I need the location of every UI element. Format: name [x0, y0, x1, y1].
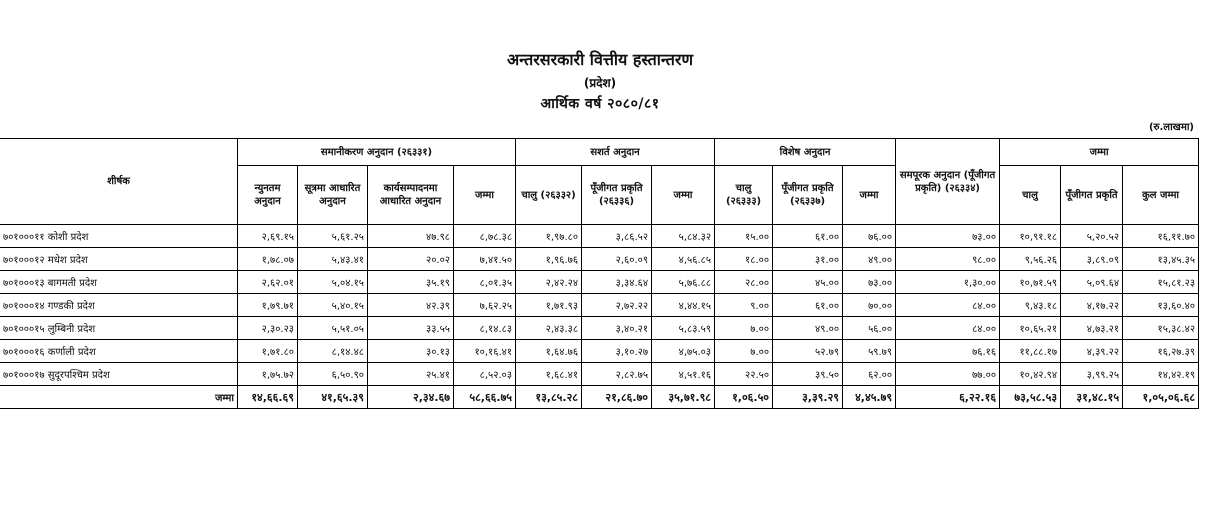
cell: १०,७१.५९ — [1000, 271, 1061, 294]
total-cell: १४,६६.६९ — [238, 386, 298, 409]
cell: ५,२०.५२ — [1061, 225, 1123, 248]
cell: ७.०० — [715, 340, 773, 363]
total-cell: २,३४.६७ — [368, 386, 454, 409]
cell: ८,०१.३५ — [454, 271, 516, 294]
total-cell: ४,४५.७९ — [843, 386, 896, 409]
cell: ४,३९.२२ — [1061, 340, 1123, 363]
table-row — [0, 363, 1199, 386]
cell: १०,६५.२१ — [1000, 317, 1061, 340]
cell: १०,१६.४१ — [454, 340, 516, 363]
total-label: जम्मा — [0, 386, 238, 409]
cell: ५,४०.१५ — [298, 294, 368, 317]
total-cell: ४१,६५.३९ — [298, 386, 368, 409]
cell: ७३.०० — [843, 271, 896, 294]
cell: ९८.०० — [896, 248, 1000, 271]
total-cell: १,०५,०६.६८ — [1123, 386, 1199, 409]
cell: ३१.०० — [773, 248, 843, 271]
cell: ४२.३९ — [368, 294, 454, 317]
group-complementary: समपूरक अनुदान (पूँजीगत प्रकृति) (२६३३४) — [896, 139, 1000, 225]
cell: ४९.०० — [773, 317, 843, 340]
col-eq-formula: सूत्रमा आधारित अनुदान — [298, 166, 368, 225]
cell: ३०.१३ — [368, 340, 454, 363]
cell: ३३.५५ — [368, 317, 454, 340]
cell: ७,४१.५० — [454, 248, 516, 271]
cell: ७०.०० — [843, 294, 896, 317]
cell: १४,४२.१९ — [1123, 363, 1199, 386]
cell: ८,१४.८३ — [454, 317, 516, 340]
cell: १०,४२.९४ — [1000, 363, 1061, 386]
cell-province: ७०१०००१५ लुम्बिनी प्रदेश — [0, 317, 238, 340]
cell: ३,८९.०९ — [1061, 248, 1123, 271]
cell: २,६०.०९ — [582, 248, 652, 271]
cell: ६,५०.९० — [298, 363, 368, 386]
cell: ४,५१.१६ — [652, 363, 715, 386]
cell: ७७.०० — [896, 363, 1000, 386]
cell: ४५.०० — [773, 271, 843, 294]
table-row — [0, 294, 1199, 317]
cell: २,६२.०१ — [238, 271, 298, 294]
cell: १८.०० — [715, 248, 773, 271]
col-eq-minimum: न्युनतम अनुदान — [238, 166, 298, 225]
table-row — [0, 340, 1199, 363]
cell: २०.०२ — [368, 248, 454, 271]
cell: १५,३८.४२ — [1123, 317, 1199, 340]
total-cell: १३,८५.२८ — [516, 386, 582, 409]
group-equalization: समानीकरण अनुदान (२६३३१) — [238, 139, 516, 166]
cell: २,३०.२३ — [238, 317, 298, 340]
cell: ४,५६.८५ — [652, 248, 715, 271]
col-cond-capital: पूँजीगत प्रकृति (२६३३६) — [582, 166, 652, 225]
cell: ६१.०० — [773, 294, 843, 317]
cell: ८,५२.०३ — [454, 363, 516, 386]
cell: ८,७८.३८ — [454, 225, 516, 248]
cell-province: ७०१०००१२ मधेश प्रदेश — [0, 248, 238, 271]
cell: ५,०४.१५ — [298, 271, 368, 294]
cell: ७३.०० — [896, 225, 1000, 248]
col-tot-current: चालु — [1000, 166, 1061, 225]
cell: २,४२.२४ — [516, 271, 582, 294]
table-row — [0, 248, 1199, 271]
cell: ४,१७.२२ — [1061, 294, 1123, 317]
cell-province: ७०१०००१७ सुदूरपश्चिम प्रदेश — [0, 363, 238, 386]
total-cell: १,०६.५० — [715, 386, 773, 409]
col-sp-current: चालु (२६३३३) — [715, 166, 773, 225]
unit-label: (रु.लाखमा) — [1148, 122, 1194, 133]
total-row — [0, 386, 1199, 409]
cell-province: ७०१०००११ कोशी प्रदेश — [0, 225, 238, 248]
cell: ३,३४.६४ — [582, 271, 652, 294]
cell: १६,२७.३९ — [1123, 340, 1199, 363]
cell: ६१.०० — [773, 225, 843, 248]
cell: ५,८४.३२ — [652, 225, 715, 248]
row-label-header: शीर्षक — [0, 139, 238, 225]
cell: ७.०० — [715, 317, 773, 340]
col-eq-performance: कार्यसम्पादनमा आधारित अनुदान — [368, 166, 454, 225]
cell: १५,८१.२३ — [1123, 271, 1199, 294]
col-cond-total: जम्मा — [652, 166, 715, 225]
cell: १,७८.०७ — [238, 248, 298, 271]
cell: १३,४५.३५ — [1123, 248, 1199, 271]
report-title: अन्तरसरकारी वित्तीय हस्तान्तरण — [506, 50, 694, 69]
group-special: विशेष अनुदान — [715, 139, 896, 166]
transfer-table — [0, 138, 1199, 409]
fiscal-year: आर्थिक वर्ष २०८०/८१ — [540, 96, 660, 112]
cell: १,३०.०० — [896, 271, 1000, 294]
cell: ४७.९८ — [368, 225, 454, 248]
cell: ८,१४.४८ — [298, 340, 368, 363]
cell: ९.०० — [715, 294, 773, 317]
cell: ३,१०.२७ — [582, 340, 652, 363]
table-body — [0, 225, 1199, 409]
cell: १,७५.७२ — [238, 363, 298, 386]
col-sp-capital: पूँजीगत प्रकृति (२६३३७) — [773, 166, 843, 225]
cell: ६२.०० — [843, 363, 896, 386]
group-total: जम्मा — [1000, 139, 1199, 166]
cell: ४,४४.१५ — [652, 294, 715, 317]
cell: १,६८.४१ — [516, 363, 582, 386]
cell: १,७९.७१ — [238, 294, 298, 317]
table-row — [0, 317, 1199, 340]
cell: ४,७५.०३ — [652, 340, 715, 363]
col-eq-total: जम्मा — [454, 166, 516, 225]
cell-province: ७०१०००१४ गण्डकी प्रदेश — [0, 294, 238, 317]
table-row — [0, 271, 1199, 294]
cell: ५,८३.५९ — [652, 317, 715, 340]
group-conditional: सशर्त अनुदान — [516, 139, 715, 166]
cell: १,७१.९३ — [516, 294, 582, 317]
cell: २,७२.२२ — [582, 294, 652, 317]
cell: १६,११.७० — [1123, 225, 1199, 248]
cell: २,६९.१५ — [238, 225, 298, 248]
cell: ९,५६.२६ — [1000, 248, 1061, 271]
col-cond-current: चालु (२६३३२) — [516, 166, 582, 225]
cell: ५,६१.२५ — [298, 225, 368, 248]
cell: ९,४३.१८ — [1000, 294, 1061, 317]
total-cell: २१,८६.७० — [582, 386, 652, 409]
cell: १,७१.८० — [238, 340, 298, 363]
cell-province: ७०१०००१६ कर्णाली प्रदेश — [0, 340, 238, 363]
total-cell: ३,३९.२९ — [773, 386, 843, 409]
cell: २८.०० — [715, 271, 773, 294]
cell: १,९६.७६ — [516, 248, 582, 271]
cell: ५६.०० — [843, 317, 896, 340]
table-row — [0, 225, 1199, 248]
cell: १३,६०.४० — [1123, 294, 1199, 317]
cell: २५.४१ — [368, 363, 454, 386]
col-tot-capital: पूँजीगत प्रकृति — [1061, 166, 1123, 225]
col-sp-total: जम्मा — [843, 166, 896, 225]
cell: ३,९९.२५ — [1061, 363, 1123, 386]
total-cell: ३५,७१.९८ — [652, 386, 715, 409]
cell: ३५.१९ — [368, 271, 454, 294]
cell: ७६.०० — [843, 225, 896, 248]
cell: ४,७३.२१ — [1061, 317, 1123, 340]
cell: ७,६२.२५ — [454, 294, 516, 317]
cell: ५,७६.८८ — [652, 271, 715, 294]
cell: ३,४०.२१ — [582, 317, 652, 340]
total-cell: ३१,४८.१५ — [1061, 386, 1123, 409]
cell: ४९.०० — [843, 248, 896, 271]
total-cell: ७३,५८.५३ — [1000, 386, 1061, 409]
cell: १०,९१.१८ — [1000, 225, 1061, 248]
cell-province: ७०१०००१३ बागमती प्रदेश — [0, 271, 238, 294]
cell: ३,८६.५२ — [582, 225, 652, 248]
cell: १५.०० — [715, 225, 773, 248]
cell: ३९.५० — [773, 363, 843, 386]
cell: १,६४.७६ — [516, 340, 582, 363]
cell: २२.५० — [715, 363, 773, 386]
report-subtitle: (प्रदेश) — [583, 76, 617, 90]
total-cell: ५८,६६.७५ — [454, 386, 516, 409]
cell: ५,०९.६४ — [1061, 271, 1123, 294]
cell: ८४.०० — [896, 317, 1000, 340]
cell: ८४.०० — [896, 294, 1000, 317]
total-cell: ६,२२.१६ — [896, 386, 1000, 409]
cell: १,९७.८० — [516, 225, 582, 248]
cell: ५९.७९ — [843, 340, 896, 363]
cell: २,८२.७५ — [582, 363, 652, 386]
cell: ५,४३.४१ — [298, 248, 368, 271]
cell: ५२.७९ — [773, 340, 843, 363]
cell: ५,५१.०५ — [298, 317, 368, 340]
cell: ११,८८.१७ — [1000, 340, 1061, 363]
col-tot-grand: कुल जम्मा — [1123, 166, 1199, 225]
cell: २,४३.३८ — [516, 317, 582, 340]
cell: ७६.१६ — [896, 340, 1000, 363]
